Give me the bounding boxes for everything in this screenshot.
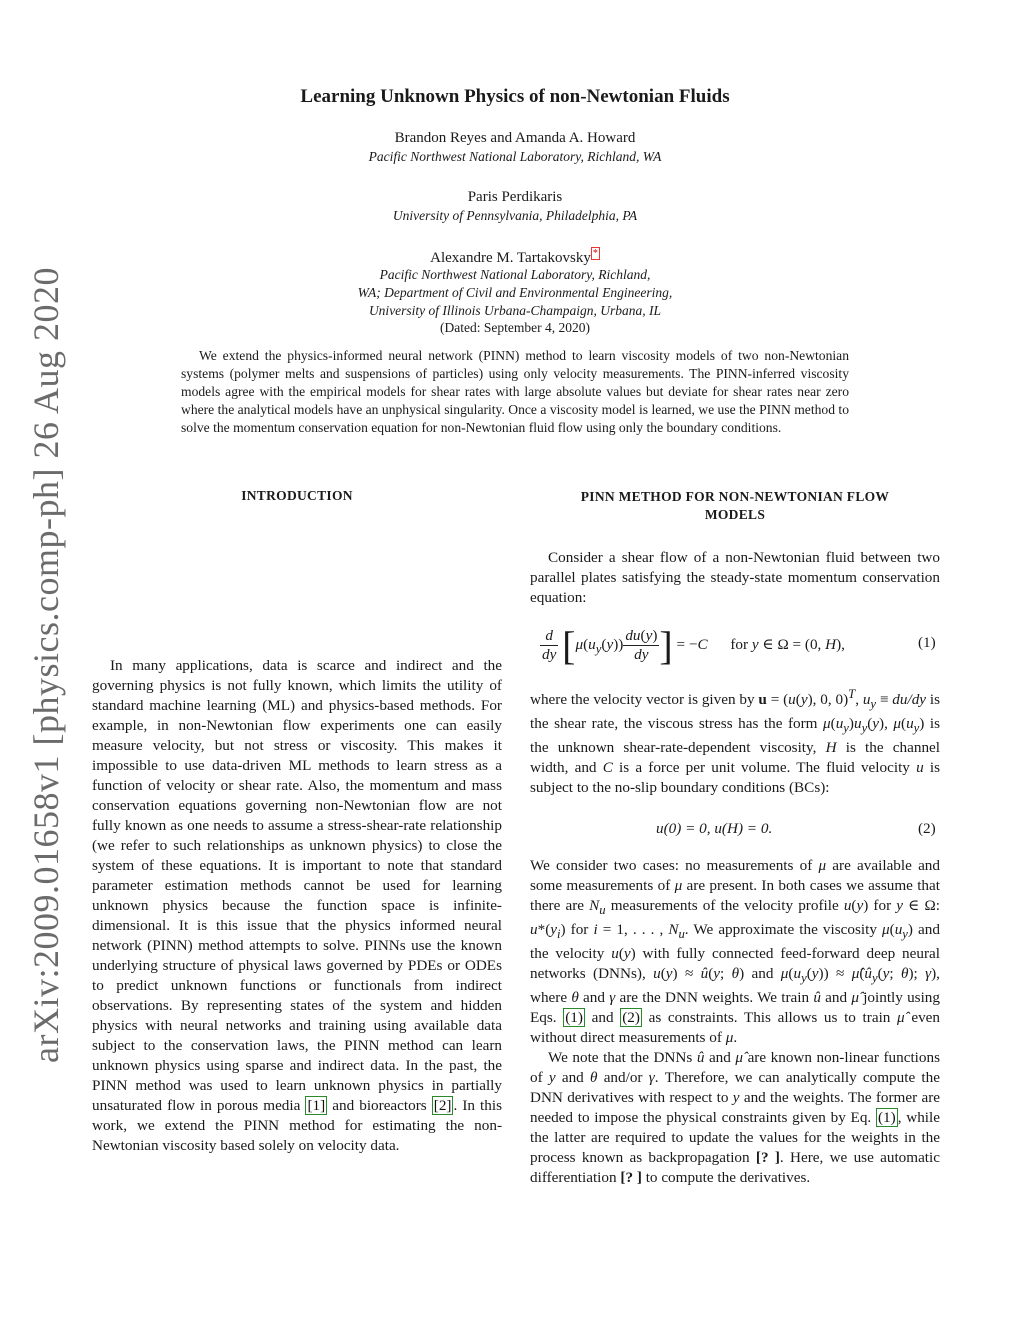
intro-heading: INTRODUCTION (241, 488, 353, 503)
citation-1[interactable]: [1] (307, 1097, 326, 1114)
eq-ref-1b[interactable]: (1) (877, 1109, 896, 1127)
intro-body: In many applications, data is scarce and indirect and the governing physics is not fully known, which limits the utility of standard machine learning (ML) and physics-based methods. For example, in non-Newtonian flow experiments one can easily measure velocity, but not stress or viscosity. This makes it impossible to use data-driven ML methods to learn stress as a function of velocity or shear rate. Also, the momentum and mass conservation equations governing non-Newtonian flow are not fully known as one needs to assume a stress-shear-rate relationship (we refer to such relationships as unknown physics) to close the system of these equations. It is important to note that standard parameter estimation methods cannot be used for learning unknown physics because the function space is infinite-dimensional. It is this issue that the physics informed neural network (PINN) method attempts to solve. PINNs use the known underlying structure of physical laws governed by PDEs or ODEs to predict unknown functions or functionals from indirect observations. By representing states of the system and hidden physics with neural networks and training using available data subject to the conservation laws, the PINN method can learn unknown physics using sparse and indirect data. In the past, the PINN method was used to learn unknown physics in partially unsaturated flow in porous media [1] and bioreactors [2] . In this work, we extend the PINN method for estimating the non-Newtonian viscosity based solely on velocity data. (92, 657, 503, 1154)
equation-2-number: (2) (918, 820, 936, 837)
arxiv-id-text: arXiv:2009.01658v1 [physics.comp-ph] 26 Aug 2020 (26, 267, 66, 1063)
author-line-3: Alexandre M. Tartakovsky * (430, 248, 598, 266)
affiliation-2: University of Pennsylvania, Philadelphia, PA (392, 208, 638, 223)
method-para-1: Consider a shear flow of a non-Newtonian fluid between two parallel plates satisfying the steady-state momentum conservation equation: (530, 549, 940, 606)
equation-1: $\frac{d}{dy}$ [$\mu(u_y(y))$ $\frac{du(y)}{dy}$ ] = −C for y ∈ Ω = (0, H), (542, 623, 845, 668)
eq-ref-2[interactable]: (2) (622, 1009, 640, 1027)
equation-1-number: (1) (918, 634, 936, 651)
abstract: We extend the physics-informed neural network (PINN) method to learn viscosity models of two non-Newtonian systems (polymer melts and suspensions of particles) using only velocity measurements. The PINN-inferred viscosity models agree with the empirical models for shear rates with large absolute values but deviate for shear rates near zero where the analytical models have an unphysical singularity. Once a viscosity model is learned, we use the PINN method to solve the momentum conservation equation for non-Newtonian fluid flow using only the boundary conditions. (181, 348, 849, 435)
method-heading: PINN METHOD FOR NON-NEWTONIAN FLOW MODELS (580, 489, 890, 522)
dated: (Dated: September 4, 2020) (440, 320, 590, 335)
affiliation-3-line-3: University of Illinois Urbana-Champaign, Urbana, IL (368, 303, 662, 318)
equation-2: u(0) = 0, u(H) = 0. (656, 820, 773, 837)
affiliation-1: Pacific Northwest National Laboratory, Richland, WA (368, 149, 662, 164)
affiliation-3-line-1: Pacific Northwest National Laboratory, Richland, (379, 267, 651, 282)
author-line-2: Paris Perdikaris (467, 189, 563, 205)
affiliation-3-line-2: WA; Department of Civil and Environmental Engineering, (357, 285, 673, 300)
arxiv-sidebar-id (14, 267, 78, 1063)
author-line-1: Brandon Reyes and Amanda A. Howard (394, 130, 636, 146)
footnote-link[interactable]: * (592, 248, 598, 259)
eq-ref-1[interactable]: (1) (565, 1009, 583, 1027)
method-para-2: where the velocity vector is given by u = (u(y), 0, 0)$^T$, $u_y \equiv du/dy$ is the shear rate, the viscous stress has the form $\mu(u_y)u_y(y)$, $\mu(u_y)$ is the unknown shear-rate-dependent viscosity, H is the channel width, and C is a force per unit volume. The fluid velocity u is subject to the no-slip boundary conditions (BCs): (530, 687, 941, 797)
method-para-3: We consider two cases: no measurements of μ are available and some measurements of μ are present. In both cases we assume that there are $N_u$ measurements of the velocity profile u(y) for y ∈ Ω: $u*(y_i)$ for i = 1, . . . , $N_u$. We approximate the viscosity $\mu(u_y)$ and the velocity u(y) with fully connected feed-forward deep neural networks (DNNs), u(y) ≈ û(y; θ) and $\mu(u_y(y))$ ≈ $\mû(û_y(y$; θ); γ), where θ and γ are the DNN weights. We train û and μ̂ jointly using Eqs. (1) and (2) as constraints. This allows us to train μ̂ even without direct measurements of μ. We note that the DNNs û and μ̂ are known non-linear functions of y and θ and/or γ. Therefore, we can analytically compute the DNN derivatives with respect to y and the weights. The former are needed to impose the physical constraints given by Eq. (1) , while the latter are required to update the values for the weights in the process known as backpropagation [? ]. Here, we use automatic differentiation [? ] to compute the derivatives. (530, 857, 941, 1187)
citation-2[interactable]: [2] (433, 1097, 452, 1114)
paper-title: Learning Unknown Physics of non-Newtonian Fluids (300, 86, 730, 107)
